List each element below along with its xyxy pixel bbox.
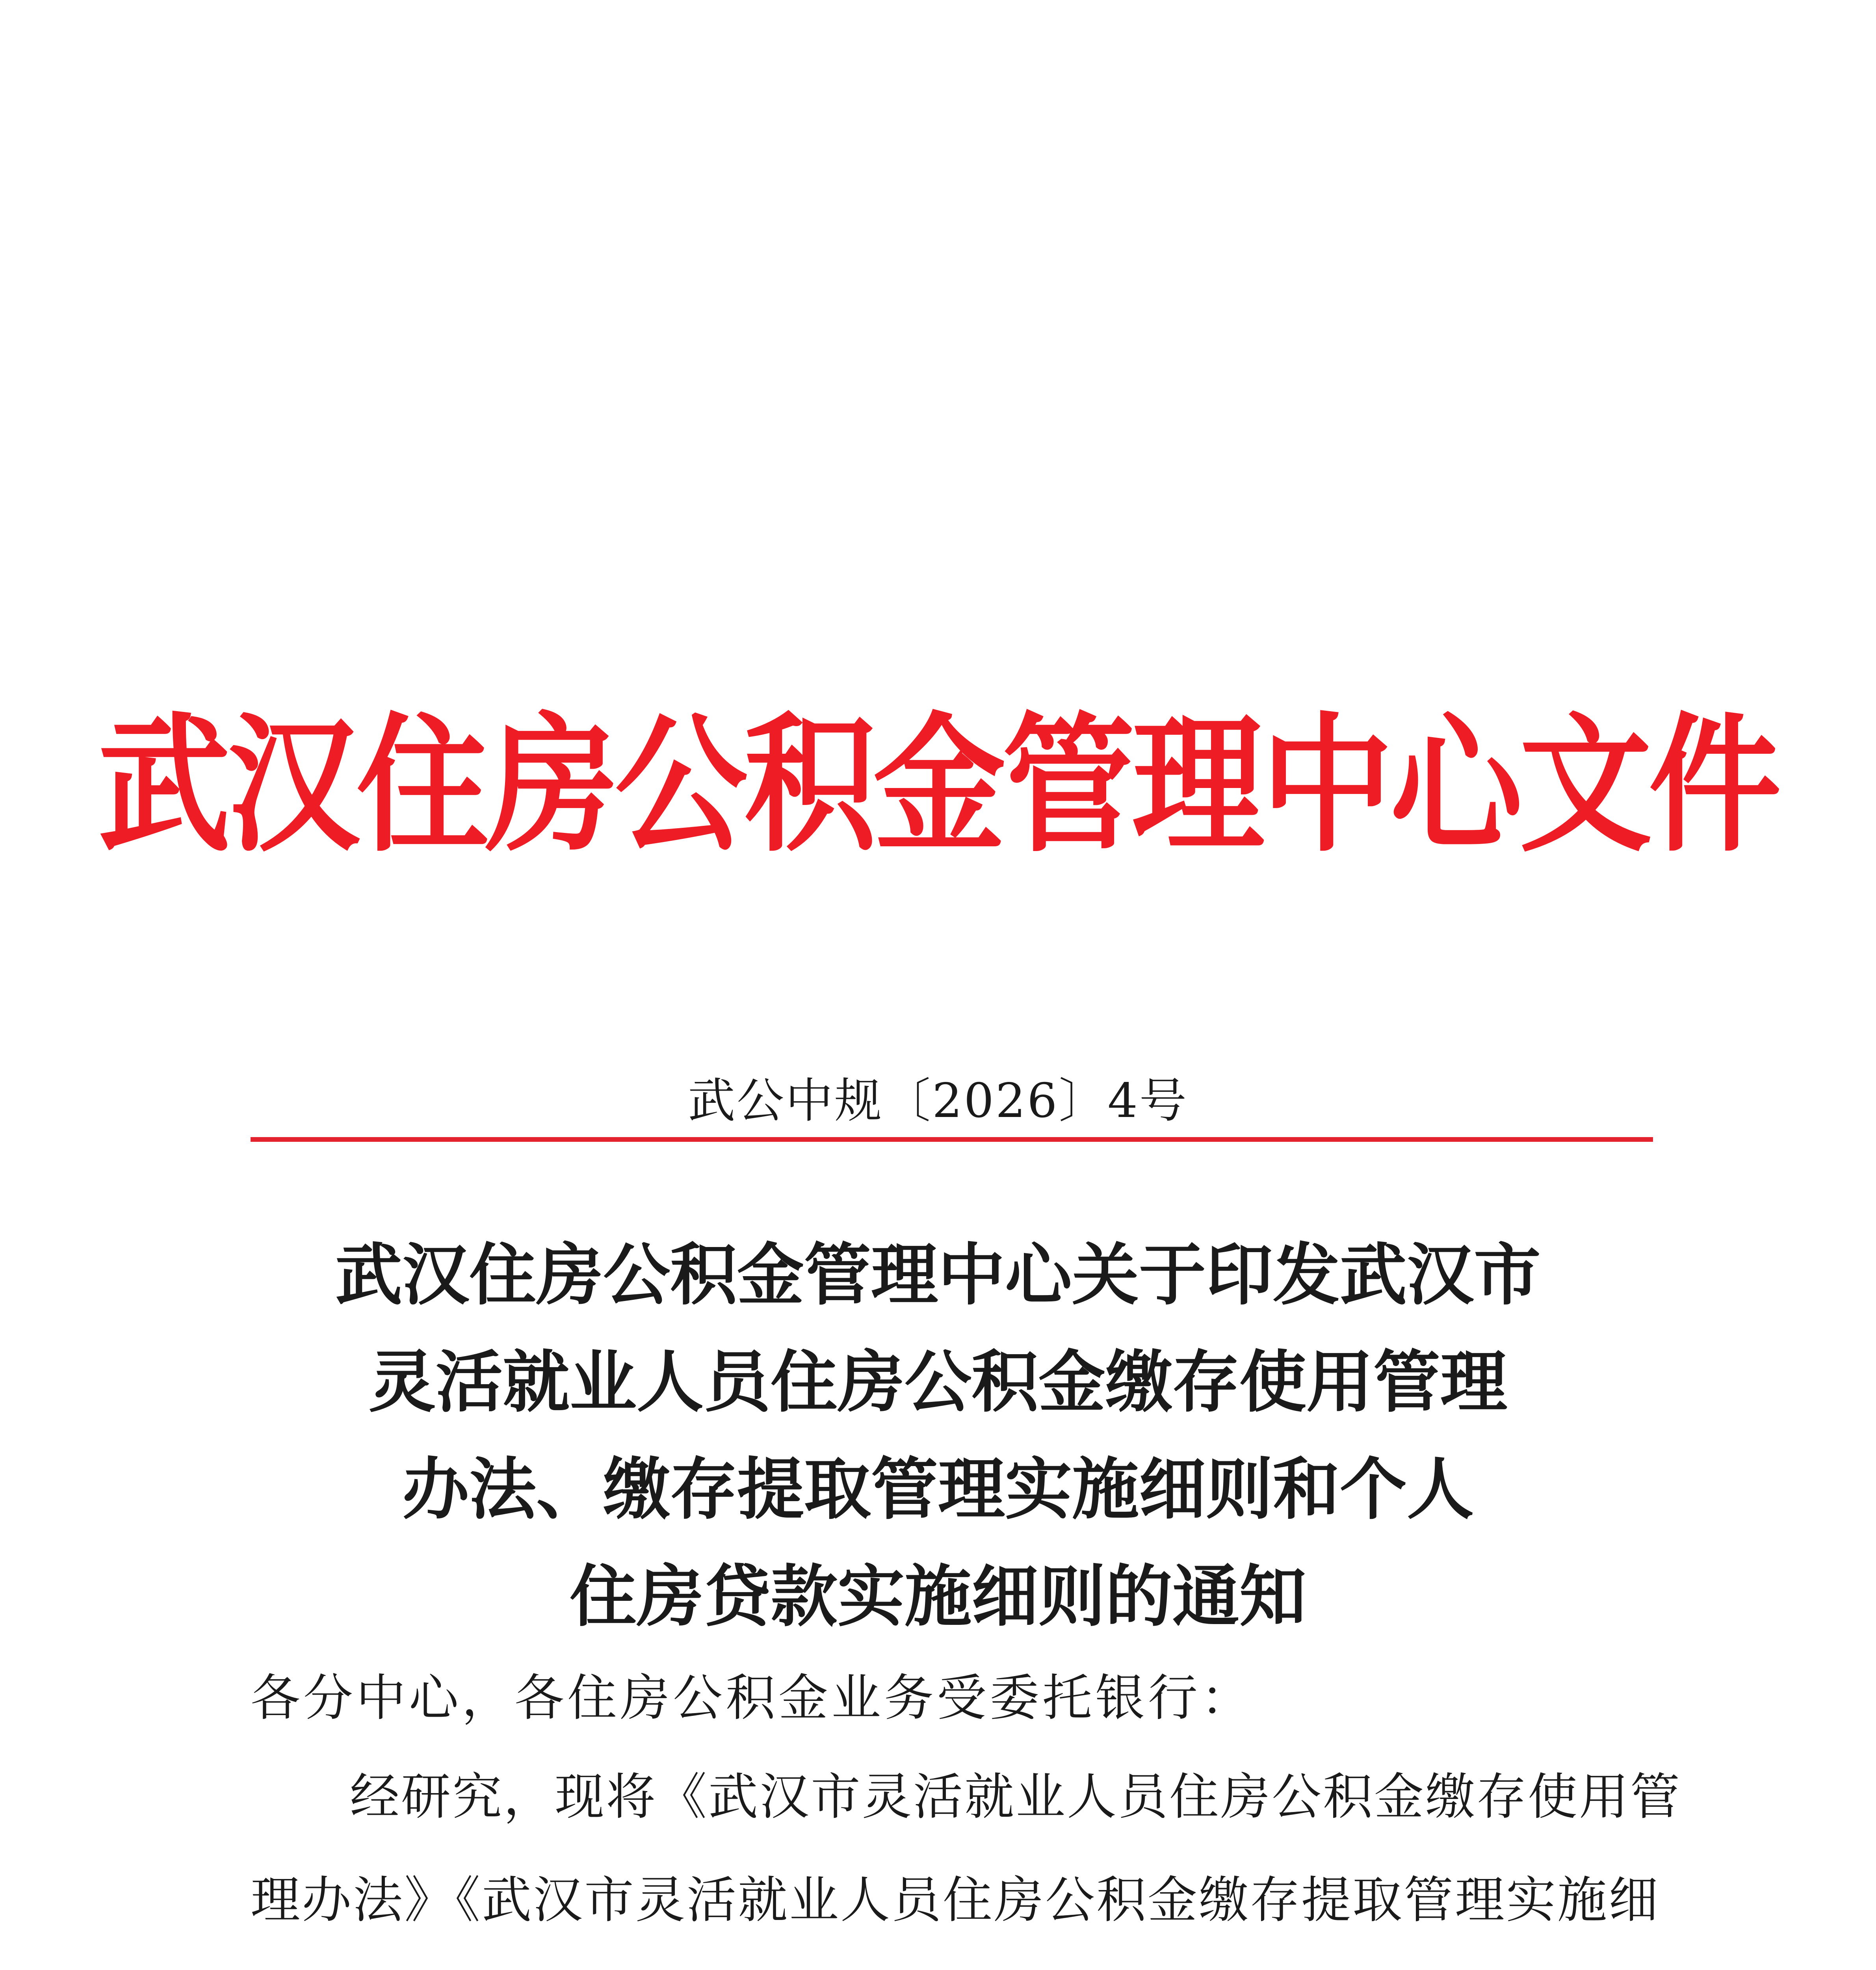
- title-line: 住房贷款实施细则的通知: [569, 1557, 1306, 1636]
- recipient-line: 各分中心，各住房公积金业务受委托银行：: [251, 1669, 1254, 1727]
- title-line: 办法、缴存提取管理实施细则和个人: [402, 1450, 1474, 1529]
- body-line: 理办法》《武汉市灵活就业人员住房公积金缴存提取管理实施细: [251, 1871, 1660, 1929]
- body-paragraph: [251, 1745, 1681, 1970]
- title-line: 武汉住房公积金管理中心关于印发武汉市: [335, 1236, 1541, 1314]
- title-line: 灵活就业人员住房公积金缴存使用管理: [368, 1343, 1507, 1422]
- notice-title: [0, 1221, 1876, 1650]
- document-number: 武公中规〔2026〕4号: [688, 1074, 1188, 1128]
- red-divider-line: [251, 1137, 1653, 1142]
- body-line: 经研究，现将《武汉市灵活就业人员住房公积金缴存使用管: [350, 1768, 1681, 1826]
- body-line: [251, 1952, 1653, 1970]
- masthead-title: 武汉住房公积金管理中心文件: [98, 699, 1778, 872]
